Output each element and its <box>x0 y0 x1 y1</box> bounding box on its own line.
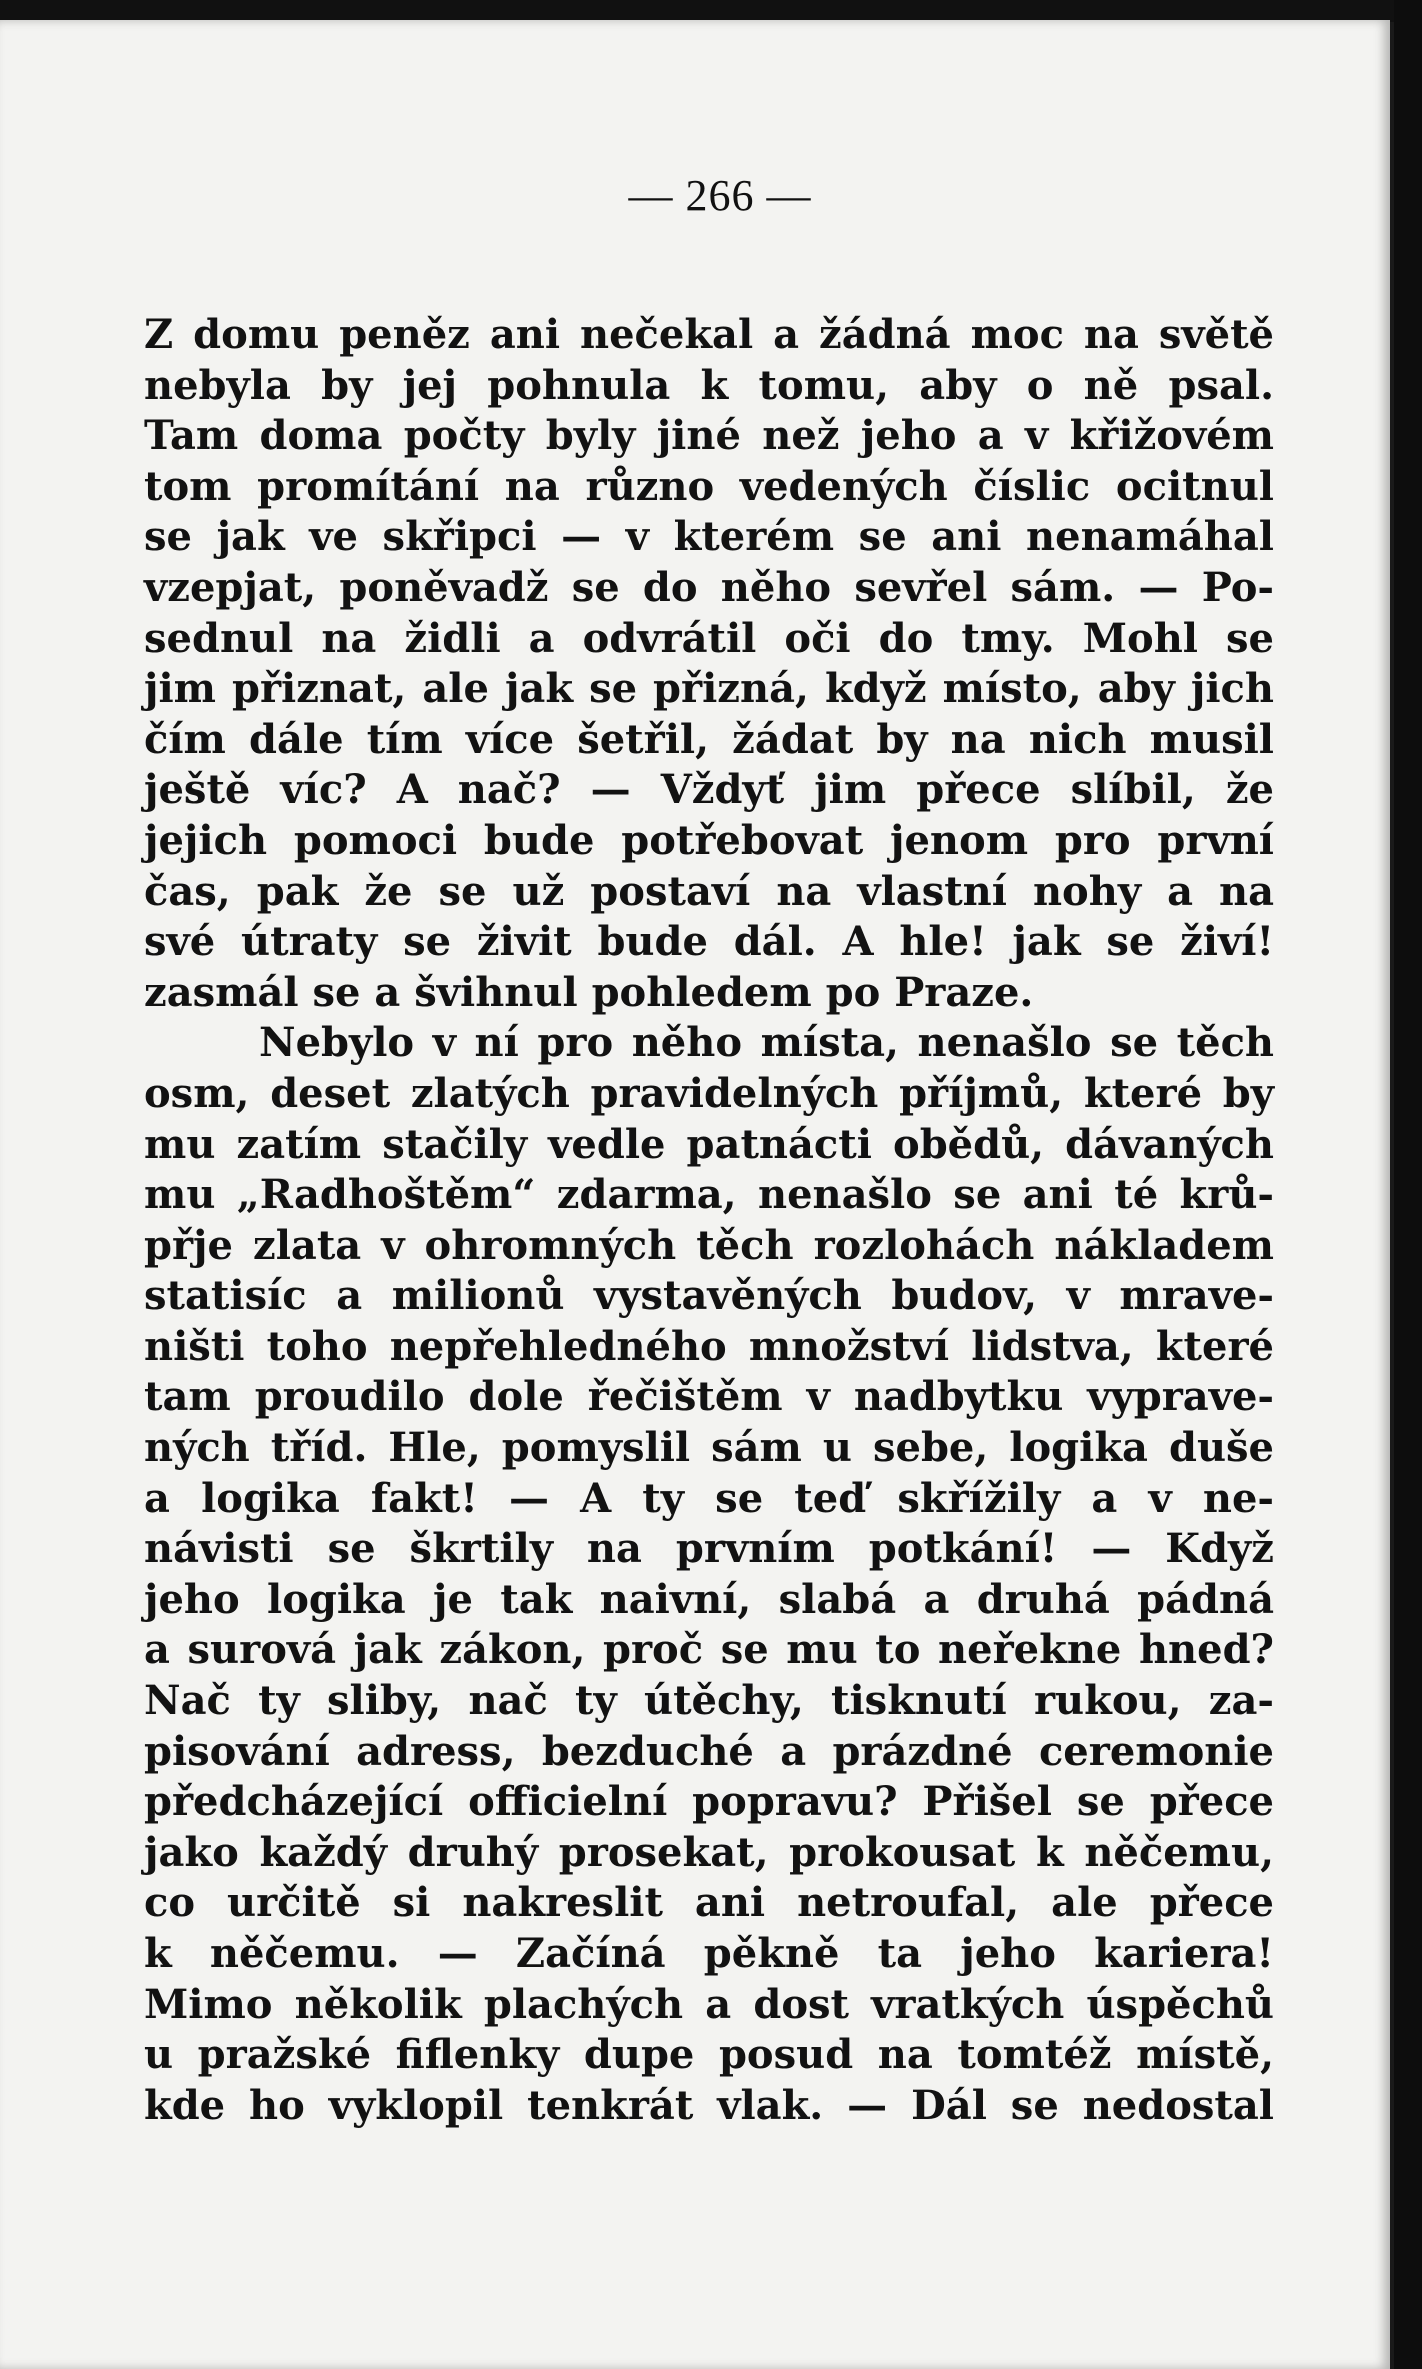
text-line: Mimo několik plachých a dost vratkých úspěchů <box>144 1980 1274 2028</box>
text-line: Nač ty sliby, nač ty útěchy, tisknutí rukou, za- <box>144 1677 1274 1725</box>
text-line: čím dále tím více šetřil, žádat by na nich musil <box>144 715 1274 763</box>
text-line: vzepjat, poněvadž se do něho sevřel sám. — Po- <box>144 563 1274 611</box>
text-line: ništi toho nepřehledného množství lidstva, které <box>144 1322 1274 1370</box>
text-line: Tam doma počty byly jiné než jeho a v křižovém <box>144 412 1274 460</box>
text-line: pisování adress, bezduché a prázdné ceremonie <box>144 1727 1274 1775</box>
text-line: kde ho vyklopil tenkrát vlak. — Dál se nedostal <box>144 2081 1274 2129</box>
scan-right-edge <box>1394 0 1422 2369</box>
text-line: přje zlata v ohromných těch rozlohách nákladem <box>144 1221 1274 1269</box>
text-line: Nebylo v ní pro něho místa, nenašlo se těch <box>259 1019 1274 1067</box>
text-line: k něčemu. — Začíná pěkně ta jeho kariera! <box>144 1930 1274 1977</box>
text-line: návisti se škrtily na prvním potkání! — Když <box>144 1525 1274 1573</box>
text-line: Z domu peněz ani nečekal a žádná moc na světě <box>144 311 1274 358</box>
text-line: jejich pomoci bude potřebovat jenom pro první <box>144 816 1274 864</box>
page-number: — 266 — <box>628 171 812 220</box>
text-line: ještě víc? A nač? — Vždyť jim přece slíbil, že <box>144 766 1274 814</box>
text-line: osm, deset zlatých pravidelných příjmů, které by <box>144 1069 1274 1117</box>
body-text <box>144 310 1274 2131</box>
text-line: co určitě si nakreslit ani netroufal, ale přece <box>144 1879 1274 1927</box>
text-line: ných tříd. Hle, pomyslil sám u sebe, logika duše <box>144 1424 1274 1472</box>
text-line: tom promítání na různo vedených číslic ocitnul <box>144 462 1274 510</box>
text-line: nebyla by jej pohnula k tomu, aby o ně psal. <box>144 361 1274 409</box>
text-line: své útraty se živit bude dál. A hle! jak se živí! <box>144 918 1274 966</box>
scan-top-edge <box>0 0 1422 22</box>
book-page <box>0 20 1390 2369</box>
text-line: čas, pak že se už postaví na vlastní nohy a na <box>144 867 1274 915</box>
text-line: jako každý druhý prosekat, prokousat k něčemu, <box>144 1828 1274 1876</box>
text-line: a logika fakt! — A ty se teď skřížily a v ne- <box>144 1474 1274 1522</box>
text-line: u pražské fiflenky dupe posud na tomtéž místě, <box>144 2031 1274 2079</box>
text-line: jeho logika je tak naivní, slabá a druhá pádná <box>144 1575 1274 1623</box>
text-line: předcházející officielní popravu? Přišel se přece <box>144 1778 1274 1826</box>
text-line: se jak ve skřipci — v kterém se ani nenamáhal <box>144 513 1274 561</box>
text-line: a surová jak zákon, proč se mu to neřekne hned? <box>144 1626 1274 1674</box>
text-line: jim přiznat, ale jak se přizná, když místo, aby jich <box>144 665 1274 713</box>
text-line: mu „Radhoštěm“ zdarma, nenašlo se ani té krů- <box>144 1171 1274 1219</box>
text-line: mu zatím stačily vedle patnácti obědů, dávaných <box>144 1120 1274 1168</box>
text-line: sednul na židli a odvrátil oči do tmy. Mohl se <box>144 614 1274 662</box>
text-line: zasmál se a švihnul pohledem po Praze. <box>144 968 1034 1016</box>
text-line: tam proudilo dole řečištěm v nadbytku vyprave- <box>144 1373 1274 1421</box>
text-line: statisíc a milionů vystavěných budov, v mrave- <box>144 1272 1274 1320</box>
